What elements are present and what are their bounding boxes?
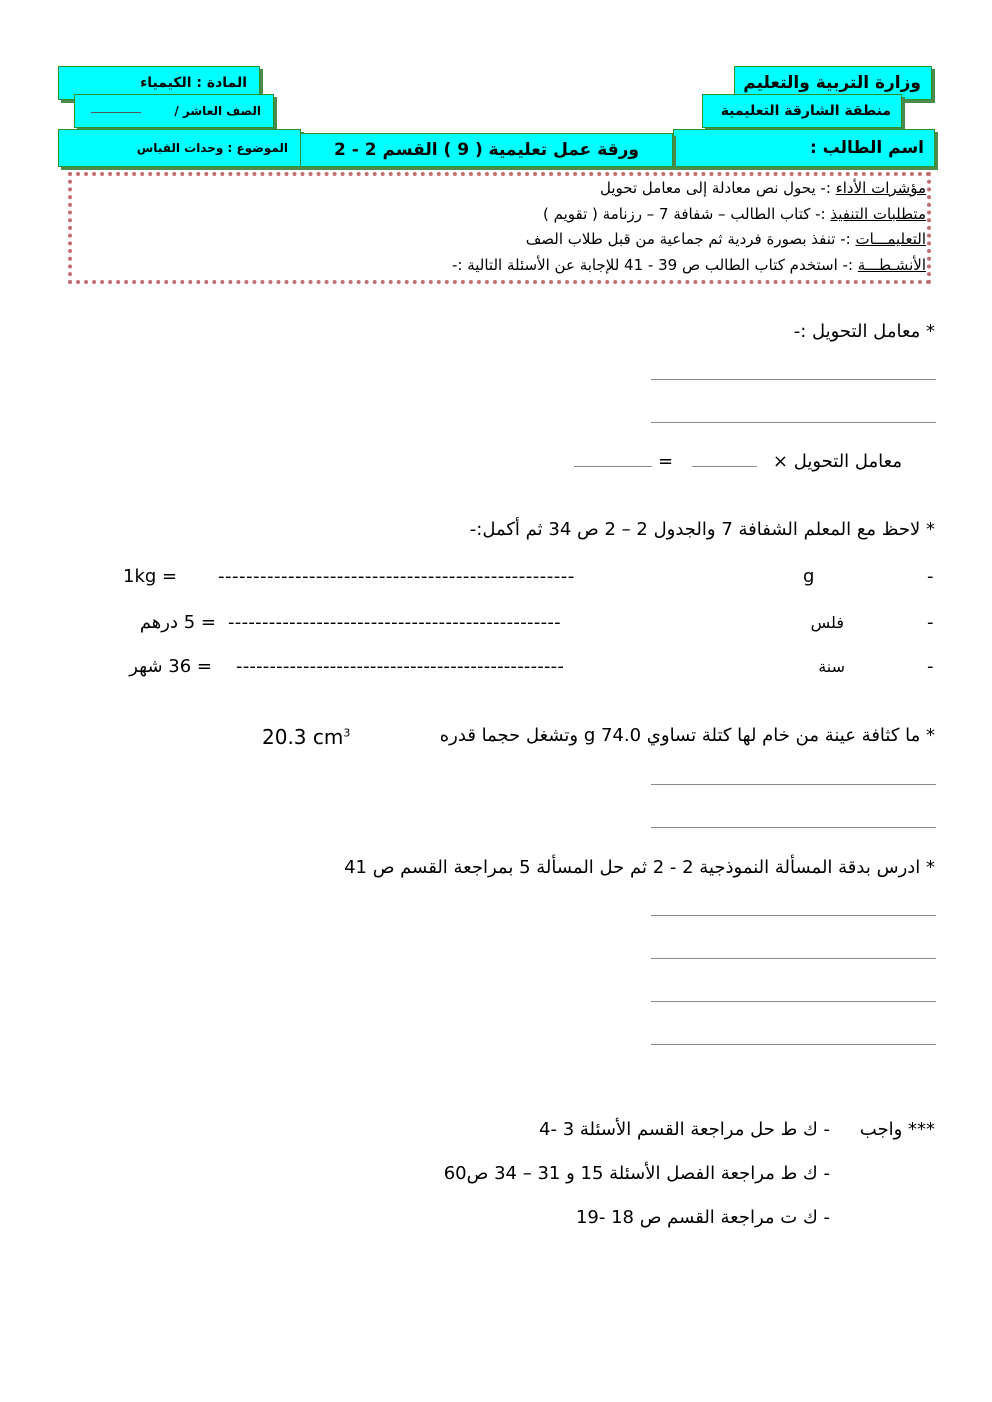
performance-row <box>600 179 926 197</box>
q1-answer-line-1[interactable] <box>651 379 936 380</box>
q1-answer-line-2[interactable] <box>651 422 936 423</box>
topic-box <box>58 129 301 167</box>
homework-label: *** واجب <box>859 1119 935 1140</box>
q4-answer-line-3[interactable] <box>651 1001 936 1002</box>
q1-numerator-blank[interactable] <box>692 466 757 467</box>
q3-volume-exponent: 3 <box>343 726 351 740</box>
q2-row2-value: = 5 درهم <box>139 612 216 633</box>
q3-answer-line-1[interactable] <box>651 784 936 785</box>
q2-row1-bullet: - <box>927 566 934 587</box>
performance-label: مؤشرات الأداء <box>835 179 926 197</box>
q2-row1-dashes: --------------------------------------------------- <box>218 566 575 587</box>
homework-item-1: - ك ط حل مراجعة القسم الأسئلة 3 -4 <box>539 1119 830 1140</box>
performance-text: :- يحول نص معادلة إلى معامل تحويل <box>600 179 831 197</box>
q4-answer-line-1[interactable] <box>651 915 936 916</box>
grade-box <box>74 94 274 128</box>
instructions-row <box>526 230 926 248</box>
activities-label: الأنشـطـــة <box>857 256 926 274</box>
q2-row3-value: = 36 شهر <box>129 656 212 677</box>
q1-formula-label: معامل التحويل × <box>772 451 902 472</box>
q2-row1-unit: g <box>803 566 815 587</box>
requirements-text: :- كتاب الطالب – شفافة 7 – رزنامة ( تقويم ) <box>543 205 826 223</box>
requirements-row <box>543 205 926 223</box>
q1-title: * معامل التحويل :- <box>793 321 935 342</box>
activities-row <box>452 256 926 274</box>
q2-row2-unit: فلس <box>810 613 844 632</box>
grade-label: الصف العاشر / <box>174 104 261 118</box>
grade-blank <box>91 112 141 113</box>
q2-row2-bullet: - <box>927 612 934 633</box>
q2-row3-unit: سنة <box>818 657 845 676</box>
activities-text: :- استخدم كتاب الطالب ص 39 - 41 للإجابة عن الأسئلة التالية :- <box>451 256 854 274</box>
requirements-label: متطلبات التنفيذ <box>830 205 926 223</box>
homework-item-3: - ك ت مراجعة القسم ص 18 -19 <box>575 1207 830 1228</box>
zone-box <box>702 94 902 128</box>
q2-row3-dashes: ------------------------------------------------- <box>236 656 565 677</box>
q3-volume <box>262 725 350 749</box>
student-name-label: اسم الطالب : <box>809 138 924 158</box>
zone-label: منطقة الشارقة التعليمية <box>720 103 891 119</box>
q3-answer-line-2[interactable] <box>651 827 936 828</box>
ministry-label: وزارة التربية والتعليم <box>743 73 921 93</box>
q2-row1-value: 1kg = <box>123 566 178 587</box>
q4-text: * ادرس بدقة المسألة النموذجية 2 - 2 ثم حل المسألة 5 بمراجعة القسم ص 41 <box>344 857 935 878</box>
q4-answer-line-2[interactable] <box>651 958 936 959</box>
q3-volume-value: 20.3 cm <box>262 725 344 749</box>
q1-result-blank[interactable] <box>574 466 652 467</box>
instructions-label: التعليمـــات <box>855 230 926 248</box>
homework-item-2: - ك ط مراجعة الفصل الأسئلة 15 و 31 – 34 ص60 <box>443 1163 830 1184</box>
topic-label: الموضوع : وحدات القياس <box>136 141 288 155</box>
subject-label: المادة : الكيمياء <box>140 75 247 91</box>
q4-answer-line-4[interactable] <box>651 1044 936 1045</box>
q2-row2-dashes: ------------------------------------------------- <box>228 612 561 633</box>
q3-text: * ما كثافة عينة من خام لها كتلة تساوي 74.0 g وتشغل حجما قدره <box>439 725 935 746</box>
student-name-box[interactable] <box>673 129 935 167</box>
instructions-text: :- تنفذ بصورة فردية ثم جماعية من قبل طلاب الصف <box>525 230 851 248</box>
q2-title: * لاحظ مع المعلم الشفافة 7 والجدول 2 – 2 ص 34 ثم أكمل:- <box>469 519 935 540</box>
q1-equals: = <box>658 451 674 472</box>
worksheet-title-box <box>300 133 673 167</box>
q2-row3-bullet: - <box>927 656 934 677</box>
worksheet-title: ورقة عمل تعليمية ( 9 ) القسم 2 - 2 <box>334 140 639 160</box>
